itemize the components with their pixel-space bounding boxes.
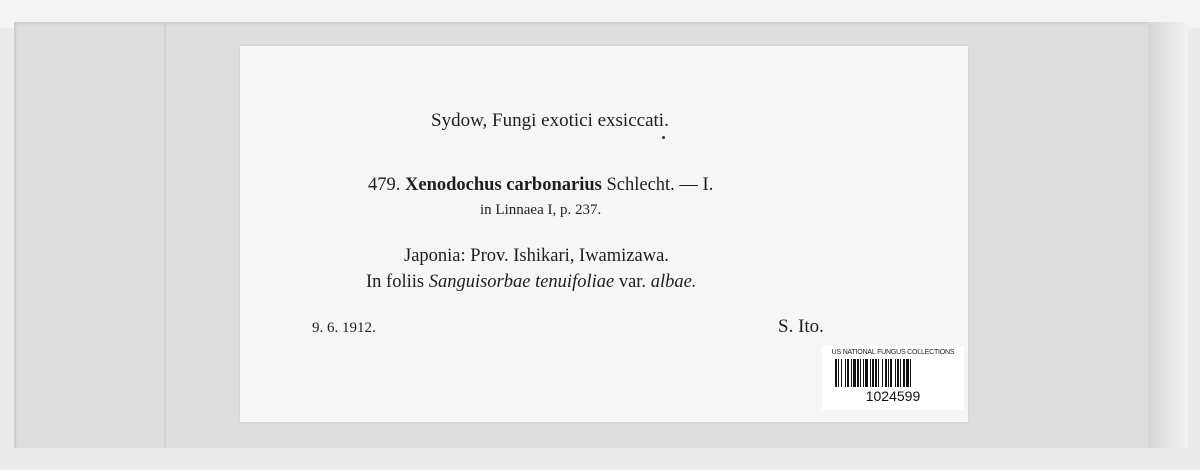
locality: Japonia: Prov. Ishikari, Iwamizawa. — [404, 246, 669, 266]
host-name: Sanguisorbae tenuifoliae — [428, 272, 615, 292]
citation: in Linnaea I, p. 237. — [480, 202, 602, 218]
species-authority: Schlecht. — I. — [606, 175, 714, 195]
ink-speck — [662, 136, 665, 139]
species-line — [368, 175, 713, 196]
host-line — [366, 272, 696, 293]
barcode-label — [822, 346, 964, 410]
host-var: var. — [618, 272, 647, 292]
barcode-number: 1024599 — [865, 388, 921, 404]
species-name: Xenodochus carbonarius — [405, 175, 602, 195]
collector: S. Ito. — [778, 316, 824, 337]
collection-date: 9. 6. 1912. — [312, 320, 376, 336]
sheet-fold — [164, 22, 166, 448]
host-prefix: In foliis — [366, 272, 425, 292]
host-variety: albae. — [650, 272, 697, 292]
sheet-edge — [1148, 22, 1188, 448]
exsiccata-number: 479. — [368, 175, 401, 195]
series-title: Sydow, Fungi exotici exsiccati. — [431, 110, 669, 131]
barcode-icon — [835, 359, 951, 387]
barcode-institution: US NATIONAL FUNGUS COLLECTIONS — [831, 349, 955, 356]
